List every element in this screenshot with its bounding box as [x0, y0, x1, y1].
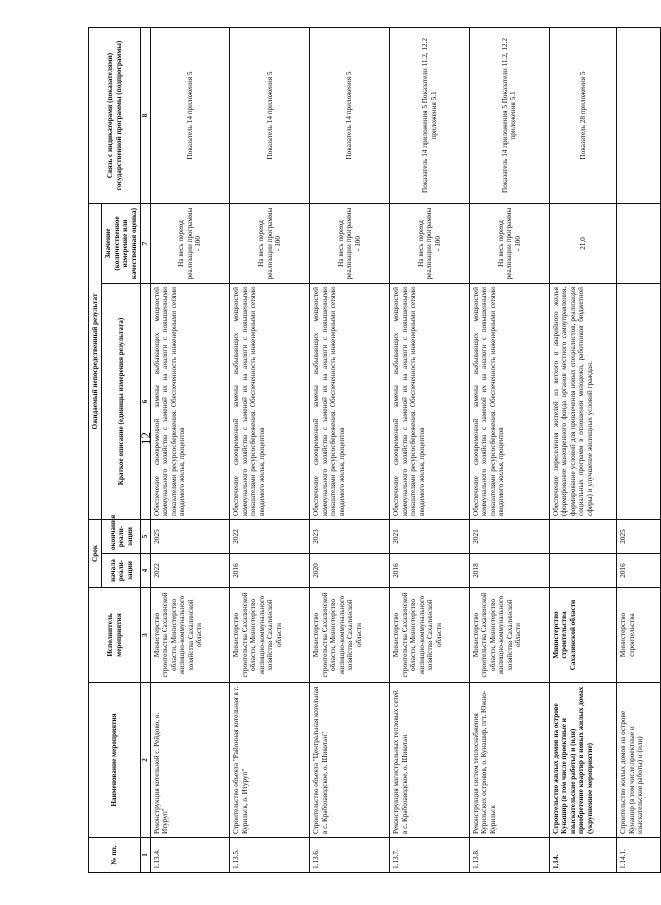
row-desc: Обеспечение своевременной замены выбывающих мощностей коммунального хозяйства с заменой их на аналоги с повышенными показателями ресурсосбережения. Обеспеченность инженерными сетями вводимого жилья, процентов: [150, 284, 230, 520]
table-row: [617, 28, 661, 873]
activities-table: [88, 27, 661, 873]
row-start: [549, 554, 617, 588]
row-executor: Министерство строительства: [617, 588, 661, 683]
row-start: 2016: [390, 554, 470, 588]
row-end: 2021: [390, 520, 470, 554]
row-desc: Обеспечение своевременной замены выбывающих мощностей коммунального хозяйства с заменой их на аналоги с повышенными показателями ресурсосбережения. Обеспеченность инженерными сетями вводимого жилья, процентов: [230, 284, 310, 520]
table-row: [390, 28, 470, 873]
row-link: [617, 28, 661, 204]
row-value: На весь период реализации программы - 100: [310, 204, 390, 284]
header-term: Срок: [89, 520, 102, 588]
table-row: [230, 28, 310, 873]
row-link: Показатель 14 приложения 5: [150, 28, 230, 204]
row-start: 2018: [469, 554, 549, 588]
row-desc: [617, 284, 661, 520]
row-executor: Министерство строительства Сахалинской области, Министерство жилищно-коммунального хозяйства Сахалинской области: [150, 588, 230, 683]
col-number: 6: [141, 284, 150, 520]
row-name: Строительство объекта "Центральная котельная в с. Крабозаводское, о. Шикотан": [310, 683, 390, 838]
row-name: Реконструкция магистральных тепловых сетей в с. Крабозаводское, о. Шикотан: [390, 683, 470, 838]
row-start: 2022: [150, 554, 230, 588]
col-number: 5: [141, 520, 150, 554]
row-value: На весь период реализации программы - 100: [469, 204, 549, 284]
table-row: [150, 28, 230, 873]
row-value: На весь период реализации программы - 100: [230, 204, 310, 284]
row-link: Показатель 14 приложения 5: [230, 28, 310, 204]
header-result: Ожидаемый непосредственный результат: [89, 204, 102, 520]
row-num: 1.13.7.: [390, 838, 470, 873]
row-value: На весь период реализации программы - 100: [150, 204, 230, 284]
table-row: [310, 28, 390, 873]
row-link: Показатель 14 приложения 5 Показатели 11.2, 12.2 приложения 5.1: [390, 28, 470, 204]
row-desc: Обеспечение своевременной замены выбывающих мощностей коммунального хозяйства с заменой их на аналоги с повышенными показателями ресурсосбережения. Обеспеченность инженерными сетями вводимого жилья, процентов: [390, 284, 470, 520]
row-end: 2025: [617, 520, 661, 554]
col-number: 3: [141, 588, 150, 683]
header-term-start: начала реали-зации: [102, 554, 141, 588]
row-executor: Министерство строительства Сахалинской области, Министерство жилищно-коммунального хозяйства Сахалинской области: [390, 588, 470, 683]
header-name: Наименование мероприятия: [89, 683, 141, 838]
row-executor: Министерство строительства Сахалинской области: [549, 588, 617, 683]
rotated-table-container: [88, 28, 645, 873]
row-num: 1.13.8.: [469, 838, 549, 873]
row-end: 2023: [310, 520, 390, 554]
column-number-row: [141, 28, 150, 873]
row-executor: Министерство строительства Сахалинской области, Министерство жилищно-коммунального хозяйства Сахалинской области: [230, 588, 310, 683]
row-desc: Обеспечение своевременной замены выбывающих мощностей коммунального хозяйства с заменой их на аналоги с повышенными показателями ресурсосбережения. Обеспеченность инженерными сетями вводимого жилья, процентов: [469, 284, 549, 520]
row-start: 2016: [617, 554, 661, 588]
header-result-value: Значение (количественное измерение или качественная оценка): [102, 204, 141, 284]
row-num: 1.13.4.: [150, 838, 230, 873]
row-desc: Обеспечение переселения жителей из ветхого и аварийного жилья (формирование маневренного фонда органов местного самоуправления, формирование условий для привлечения новых специалистов, реализация социальных программ в отношении молодежи, работников бюджетной сферы) и улучшение жилищных условий граждан.: [549, 284, 617, 520]
row-name: Строительство жилых домов на острове Кунашир (в том числе проектные и изыскательские работы) и (или) приобретение квартир в новых жилых домах (укрупненное мероприятие): [549, 683, 617, 838]
row-value: [617, 204, 661, 284]
header-term-end: окончания реали-зации: [102, 520, 141, 554]
row-num: 1.13.5.: [230, 838, 310, 873]
row-link: Показатель 14 приложения 5: [310, 28, 390, 204]
row-end: 2021: [469, 520, 549, 554]
row-name: Реконструкция систем теплоснабжения Курильских островов, о. Кунашир, пгт. Южно-Курильск: [469, 683, 549, 838]
header-result-desc: Краткое описание (единицы измерения результата): [102, 284, 141, 520]
col-number: 8: [141, 28, 150, 204]
header-executor: Исполнитель мероприятия: [89, 588, 141, 683]
row-link: Показатель 28 приложения 5: [549, 28, 617, 204]
page-number: 12: [138, 432, 153, 445]
row-name: Строительство жилых домов на острове Кунашир (в том числе проектные и изыскательские работы) и (или): [617, 683, 661, 838]
row-link: Показатель 14 приложения 5 Показатели 11.2, 12.2 приложения 5.1: [469, 28, 549, 204]
row-num: 1.14.1.: [617, 838, 661, 873]
row-end: 2025: [150, 520, 230, 554]
table-row: [469, 28, 549, 873]
table-row: [549, 28, 617, 873]
row-desc: Обеспечение своевременной замены выбывающих мощностей коммунального хозяйства с заменой их на аналоги с повышенными показателями ресурсосбережения. Обеспеченность инженерными сетями вводимого жилья, процентов: [310, 284, 390, 520]
row-start: 2020: [310, 554, 390, 588]
row-start: 2016: [230, 554, 310, 588]
row-end: 2022: [230, 520, 310, 554]
row-name: Реконструкция котельной с. Рейдово, о. Итуруп": [150, 683, 230, 838]
row-end: [549, 520, 617, 554]
row-value: На весь период реализации программы - 100: [390, 204, 470, 284]
header-num: № пп.: [89, 838, 141, 873]
col-number: 4: [141, 554, 150, 588]
col-number: 2: [141, 683, 150, 838]
row-num: 1.13.6.: [310, 838, 390, 873]
col-number: 7: [141, 204, 150, 284]
row-name: Строительство объекта "Районная котельная в г. Курильск, о. Итуруп": [230, 683, 310, 838]
row-executor: Министерство строительства Сахалинской области, Министерство жилищно-коммунального хозяйства Сахалинской области: [469, 588, 549, 683]
row-num: 1.14.: [549, 838, 617, 873]
header-link: Связь с индикаторами (показателями) государственной программы (подпрограммы): [89, 28, 141, 204]
row-executor: Министерство строительства Сахалинской области, Министерство жилищно-коммунального хозяйства Сахалинской области: [310, 588, 390, 683]
row-value: 21,0: [549, 204, 617, 284]
col-number: 1: [141, 838, 150, 873]
